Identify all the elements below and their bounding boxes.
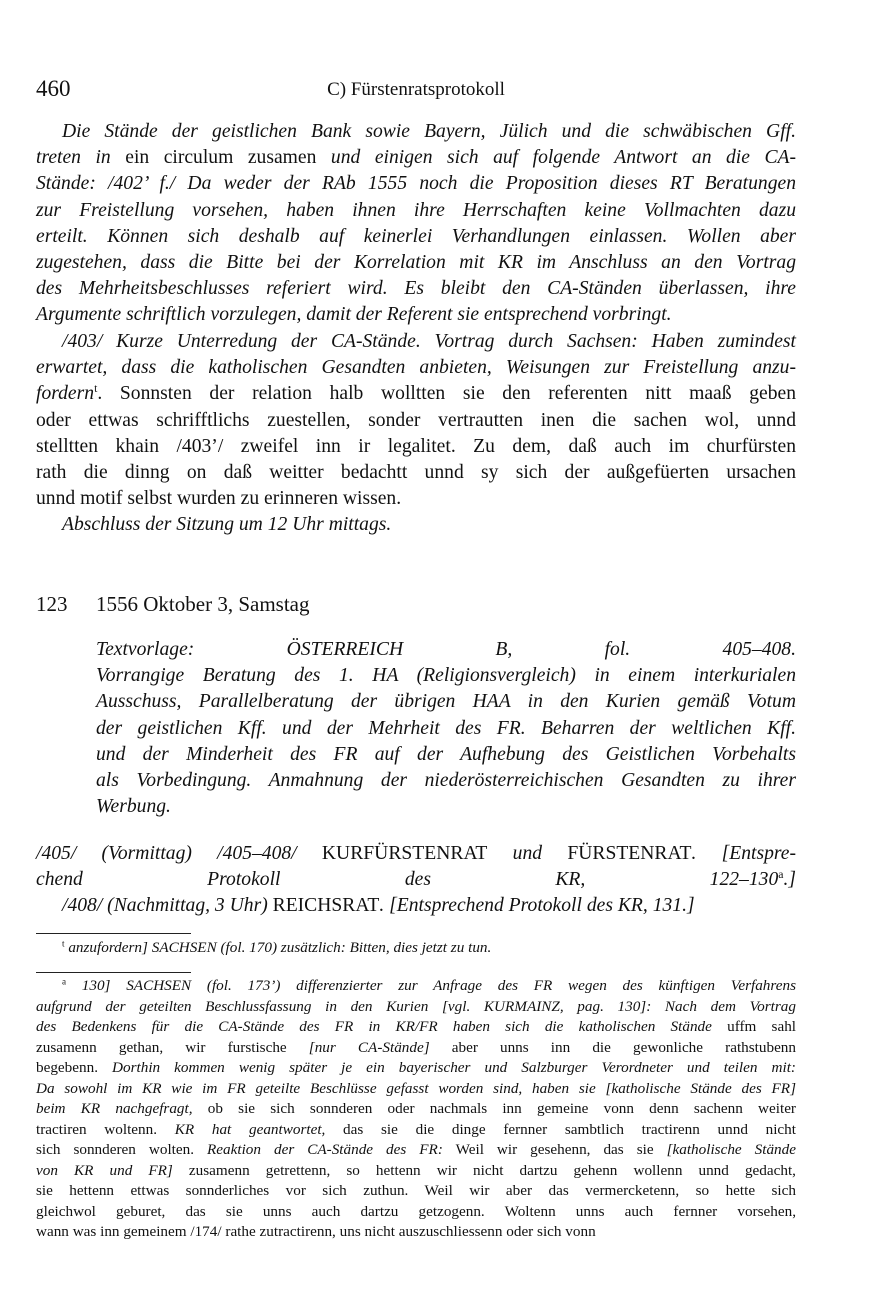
paragraph-ca-staende [36,329,796,512]
text-line: und der Minderheit des FR auf der Aufhebung des Geistlichen Vorbehalts [96,743,796,765]
text-line: Textvorlage: ÖSTERREICH B, fol. 405–408. [96,639,796,660]
text-line: der geistlichen Kff. und der Mehrheit des FR. Beharren der weltlichen Kff. [96,717,796,739]
footnote-marker: a [778,868,784,882]
paragraph-session-end [36,512,796,538]
text-line: begebenn. Dorthin kommen wenig später je ein bayerischer und Salzburger Verordneter und teilen mit: [36,1059,796,1076]
running-head-title: C) Fürstenratsprotokoll [327,79,505,100]
text-line: Stände: /402’ f./ Da weder der RAb 1555 noch die Proposition dieses RT Beratungen [36,173,796,195]
text-line: sie hettenn ettwas sonnderliches vor sich zuthun. Weil wir aber das vermercketenn, so hette sich [36,1182,796,1199]
text-line: von KR und FR] zusamenn getrettenn, so hettenn wir nicht dartzu gehenn wollenn unnd gedacht, [36,1161,796,1179]
text-line: /408/ (Nachmittag, 3 Uhr) REICHSRAT. [Entsprechend Protokoll des KR, 131.] [62,895,695,917]
paragraph-circulum [36,119,796,329]
text-line: erwartet, dass die katholischen Gesandten anbieten, Weisungen zur Freistellung anzu- [36,357,796,379]
footnote-t [36,938,796,959]
text-line: wann was inn gemeinem /174/ rathe zutractirenn, uns nicht auszuschliessenn oder sich vonn [36,1223,596,1240]
text-line: /403/ Kurze Unterredung der CA-Stände. Vortrag durch Sachsen: Haben zumindest [62,331,796,352]
text-line: zugestehen, dass die Bitte bei der Korrelation mit KR im Anschluss an den Vortrag [36,251,796,273]
text-line: chend Protokoll des KR, 122–130$^a$.] [36,868,796,891]
footnote-marker: t [94,382,98,396]
footnote-rule-apparatus [36,972,191,973]
text-line: treten in ein circulum zusamen und einigen sich auf folgende Antwort an die CA- [36,147,797,169]
text-line: beim KR nachgefragt, ob sie sich sonnderen oder nachmals inn gemeine vonn denn sachenn weiter [36,1100,796,1117]
text-line: zusamenn gethan, wir furstische [nur CA-Stände] aber unns inn die gewonliche rathstubenn [36,1038,796,1056]
text-line: tractiren woltenn. KR hat geantwortet, das sie die dinge fernner sambtlich tractirenn unnd nicht [36,1120,796,1138]
text-line: Argumente schriftlich vorzulegen, damit der Referent sie entsprechend vorbringt. [36,304,672,326]
running-head [36,76,796,106]
page-number: 460 [36,76,71,101]
footnote-marker: a [62,976,67,987]
text-line: $^a$ 130] SACHSEN (fol. 173’) differenzierter zur Anfrage des FR wegen des künftigen Verfahrens [62,976,796,994]
footnote-a [36,976,796,1243]
text-line: Vorrangige Beratung des 1. HA (Religionsvergleich) in einem interkurialen [96,665,796,687]
text-line: unnd motif selbst wurden zu erinneren wissen. [36,488,402,510]
section-number: 123 [36,592,68,616]
text-line: gleichwol geburet, das sie unns auch dartzu getzogenn. Woltenn unns auch fernner vorsehen, [36,1202,796,1220]
session-entries [36,841,796,920]
text-line: /405/ (Vormittag) /405–408/ KURFÜRSTENRAT und FÜRSTENRAT. [Entspre- [36,843,796,864]
text-line: Abschluss der Sitzung um 12 Uhr mittags. [62,514,392,535]
section-summary [96,637,796,820]
text-line: fordern$^t$. Sonnsten der relation halb wolltten sie den referenten nitt maaß geben [36,382,796,405]
text-line: des Bedenkens für die CA-Stände des FR in KR/FR haben sich die katholischen Stände uffm sahl [36,1018,797,1035]
text-line: $^t$ anzufordern] SACHSEN (fol. 170) zusätzlich: Bitten, dies jetzt zu tun. [62,938,492,956]
footnote-rule-text [36,933,191,934]
section-heading [36,592,309,617]
text-line: sich sonnderen wolten. Reaktion der CA-Stände des FR: Weil wir gesehenn, das sie [katholische Stände [36,1141,796,1158]
text-line: als Vorbedingung. Anmahnung der niederösterreichischen Gesandten zu ihrer [96,769,796,791]
text-line: Werbung. [96,796,171,818]
text-line: erteilt. Können sich deshalb auf keinerlei Verhandlungen einlassen. Wollen aber [36,225,796,247]
footnote-marker: t [62,938,65,949]
section-title: 1556 Oktober 3, Samstag [96,592,310,616]
text-line: rath die dinng on daß weitter bedachtt unnd sy sich der außgefüerten ursachen [36,461,796,483]
text-line: Da sowohl im KR wie im FR geteilte Beschlüsse gefasst worden sind, haben sie [katholische Stände des FR] [36,1079,796,1097]
text-line: des Mehrheitsbeschlusses referiert wird. Es bleibt den CA-Ständen überlassen, ihre [36,278,796,300]
text-line: stelltten khain /403’/ zweifel inn ir legalitet. Zu dem, daß auch im churfürsten [36,435,796,457]
text-line: oder ettwas schrifftlichs zuestellen, sonder vertrautten inen die sachen wol, unnd [36,409,796,431]
text-line: Ausschuss, Parallelberatung der übrigen HAA in den Kurien gemäß Votum [96,691,796,713]
text-line: aufgrund der geteilten Beschlussfassung in den Kurien [vgl. KURMAINZ, pag. 130]: Nach dem Vortrag [36,997,796,1015]
text-line: Die Stände der geistlichen Bank sowie Bayern, Jülich und die schwäbischen Gff. [62,121,796,142]
text-line: zur Freistellung vorsehen, haben ihnen ihre Herrschaften keine Vollmachten dazu [36,199,796,221]
